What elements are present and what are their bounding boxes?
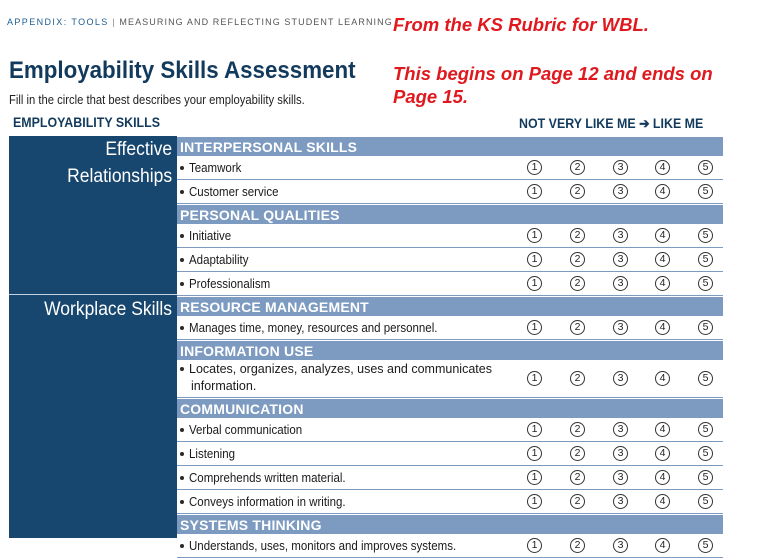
appendix-lead: APPENDIX: TOOLS <box>7 17 109 27</box>
category-effective-relationships <box>67 136 172 190</box>
rating-options <box>177 248 723 271</box>
category-line: Workplace Skills <box>44 299 172 320</box>
category-divider <box>9 294 177 295</box>
rating-circle-4[interactable]: 4 <box>655 446 670 461</box>
rating-circle-2[interactable]: 2 <box>570 494 585 509</box>
rating-circle-1[interactable]: 1 <box>527 538 542 553</box>
skill-text: Teamwork <box>189 161 242 175</box>
skill-text: Locates, organizes, analyzes, uses and communicates information. <box>189 362 492 393</box>
skill-row <box>177 156 723 180</box>
rating-circle-2[interactable]: 2 <box>570 160 585 175</box>
assessment-grid <box>177 136 723 558</box>
rating-circle-2[interactable]: 2 <box>570 422 585 437</box>
rating-circle-1[interactable]: 1 <box>527 228 542 243</box>
rating-circle-5[interactable]: 5 <box>698 276 713 291</box>
rating-circle-5[interactable]: 5 <box>698 252 713 267</box>
rating-circle-3[interactable]: 3 <box>613 470 628 485</box>
rating-circle-2[interactable]: 2 <box>570 320 585 335</box>
appendix-breadcrumb <box>7 17 393 27</box>
rating-circle-2[interactable]: 2 <box>570 228 585 243</box>
rating-circle-4[interactable]: 4 <box>655 494 670 509</box>
skill-text: Professionalism <box>189 277 271 291</box>
rating-circle-3[interactable]: 3 <box>613 371 628 386</box>
rating-circle-3[interactable]: 3 <box>613 252 628 267</box>
rating-circle-2[interactable]: 2 <box>570 371 585 386</box>
skill-text: Customer service <box>189 185 279 199</box>
skill-row <box>177 180 723 204</box>
rating-circle-1[interactable]: 1 <box>527 446 542 461</box>
rating-circle-4[interactable]: 4 <box>655 276 670 291</box>
appendix-rest: MEASURING AND REFLECTING STUDENT LEARNING <box>119 17 393 27</box>
rating-circle-2[interactable]: 2 <box>570 276 585 291</box>
rating-circle-5[interactable]: 5 <box>698 422 713 437</box>
rating-circle-1[interactable]: 1 <box>527 470 542 485</box>
skill-row <box>177 466 723 490</box>
skill-row <box>177 418 723 442</box>
rating-circle-4[interactable]: 4 <box>655 371 670 386</box>
rating-circle-3[interactable]: 3 <box>613 446 628 461</box>
page-subtitle: Fill in the circle that best describes your employability skills. <box>9 93 305 107</box>
rating-circle-5[interactable]: 5 <box>698 184 713 199</box>
rating-circle-2[interactable]: 2 <box>570 538 585 553</box>
rating-circle-4[interactable]: 4 <box>655 320 670 335</box>
skill-text: Initiative <box>189 229 232 243</box>
rating-circle-2[interactable]: 2 <box>570 446 585 461</box>
rating-options <box>177 466 723 489</box>
rating-circle-3[interactable]: 3 <box>613 160 628 175</box>
skill-row <box>177 272 723 296</box>
rating-options <box>177 316 723 339</box>
skill-text: Adaptability <box>189 253 249 267</box>
skill-text: Listening <box>189 447 236 461</box>
rating-circle-1[interactable]: 1 <box>527 320 542 335</box>
rating-circle-3[interactable]: 3 <box>613 184 628 199</box>
rating-circle-5[interactable]: 5 <box>698 470 713 485</box>
rating-options <box>177 156 723 179</box>
rating-options <box>177 272 723 295</box>
rating-options <box>177 418 723 441</box>
rating-circle-4[interactable]: 4 <box>655 184 670 199</box>
column-header-skills: EMPLOYABILITY SKILLS <box>13 115 160 130</box>
rating-circle-4[interactable]: 4 <box>655 252 670 267</box>
skill-text: Verbal communication <box>189 423 303 437</box>
rating-circle-5[interactable]: 5 <box>698 320 713 335</box>
rating-circle-2[interactable]: 2 <box>570 252 585 267</box>
rating-circle-2[interactable]: 2 <box>570 184 585 199</box>
skill-text: Manages time, money, resources and personnel. <box>189 321 438 335</box>
skill-row <box>177 248 723 272</box>
rating-circle-1[interactable]: 1 <box>527 252 542 267</box>
skill-text: Conveys information in writing. <box>189 495 346 509</box>
rating-circle-3[interactable]: 3 <box>613 228 628 243</box>
skill-row <box>177 490 723 514</box>
rating-options <box>177 360 723 397</box>
annotation-pages: This begins on Page 12 and ends on Page 15. <box>393 63 713 107</box>
section-header: INFORMATION USE <box>177 340 723 360</box>
rating-options <box>177 534 723 557</box>
rating-circle-1[interactable]: 1 <box>527 184 542 199</box>
section-header: PERSONAL QUALITIES <box>177 204 723 224</box>
section-header: INTERPERSONAL SKILLS <box>177 136 723 156</box>
rating-circle-1[interactable]: 1 <box>527 160 542 175</box>
skill-row <box>177 224 723 248</box>
skill-row <box>177 316 723 340</box>
rating-circle-4[interactable]: 4 <box>655 228 670 243</box>
section-header: COMMUNICATION <box>177 398 723 418</box>
rating-circle-5[interactable]: 5 <box>698 371 713 386</box>
rating-circle-5[interactable]: 5 <box>698 494 713 509</box>
skill-row <box>177 360 723 398</box>
category-line: Effective <box>105 139 172 160</box>
rating-options <box>177 442 723 465</box>
rating-circle-2[interactable]: 2 <box>570 470 585 485</box>
category-column <box>9 136 177 538</box>
rating-circle-1[interactable]: 1 <box>527 276 542 291</box>
rating-circle-3[interactable]: 3 <box>613 276 628 291</box>
rating-circle-4[interactable]: 4 <box>655 422 670 437</box>
category-workplace-skills <box>44 296 172 323</box>
rating-circle-3[interactable]: 3 <box>613 494 628 509</box>
skill-text: Comprehends written material. <box>189 471 346 485</box>
rating-options <box>177 490 723 513</box>
rating-circle-1[interactable]: 1 <box>527 494 542 509</box>
skill-row <box>177 442 723 466</box>
skill-text: Understands, uses, monitors and improves systems. <box>189 539 457 553</box>
rating-circle-5[interactable]: 5 <box>698 446 713 461</box>
section-header: SYSTEMS THINKING <box>177 514 723 534</box>
rating-circle-3[interactable]: 3 <box>613 538 628 553</box>
rating-circle-1[interactable]: 1 <box>527 371 542 386</box>
category-line: Relationships <box>67 166 172 187</box>
column-header-scale: NOT VERY LIKE ME ➔ LIKE ME <box>519 116 704 131</box>
page-title: Employability Skills Assessment <box>9 57 356 84</box>
rating-circle-3[interactable]: 3 <box>613 422 628 437</box>
rating-circle-4[interactable]: 4 <box>655 538 670 553</box>
rating-circle-5[interactable]: 5 <box>698 160 713 175</box>
section-header: RESOURCE MANAGEMENT <box>177 296 723 316</box>
rating-circle-4[interactable]: 4 <box>655 160 670 175</box>
rating-circle-3[interactable]: 3 <box>613 320 628 335</box>
annotation-source: From the KS Rubric for WBL. <box>393 14 649 35</box>
appendix-separator: | <box>112 17 116 27</box>
rating-options <box>177 180 723 203</box>
rating-circle-4[interactable]: 4 <box>655 470 670 485</box>
rating-circle-5[interactable]: 5 <box>698 228 713 243</box>
rating-circle-1[interactable]: 1 <box>527 422 542 437</box>
rating-options <box>177 224 723 247</box>
rating-circle-5[interactable]: 5 <box>698 538 713 553</box>
